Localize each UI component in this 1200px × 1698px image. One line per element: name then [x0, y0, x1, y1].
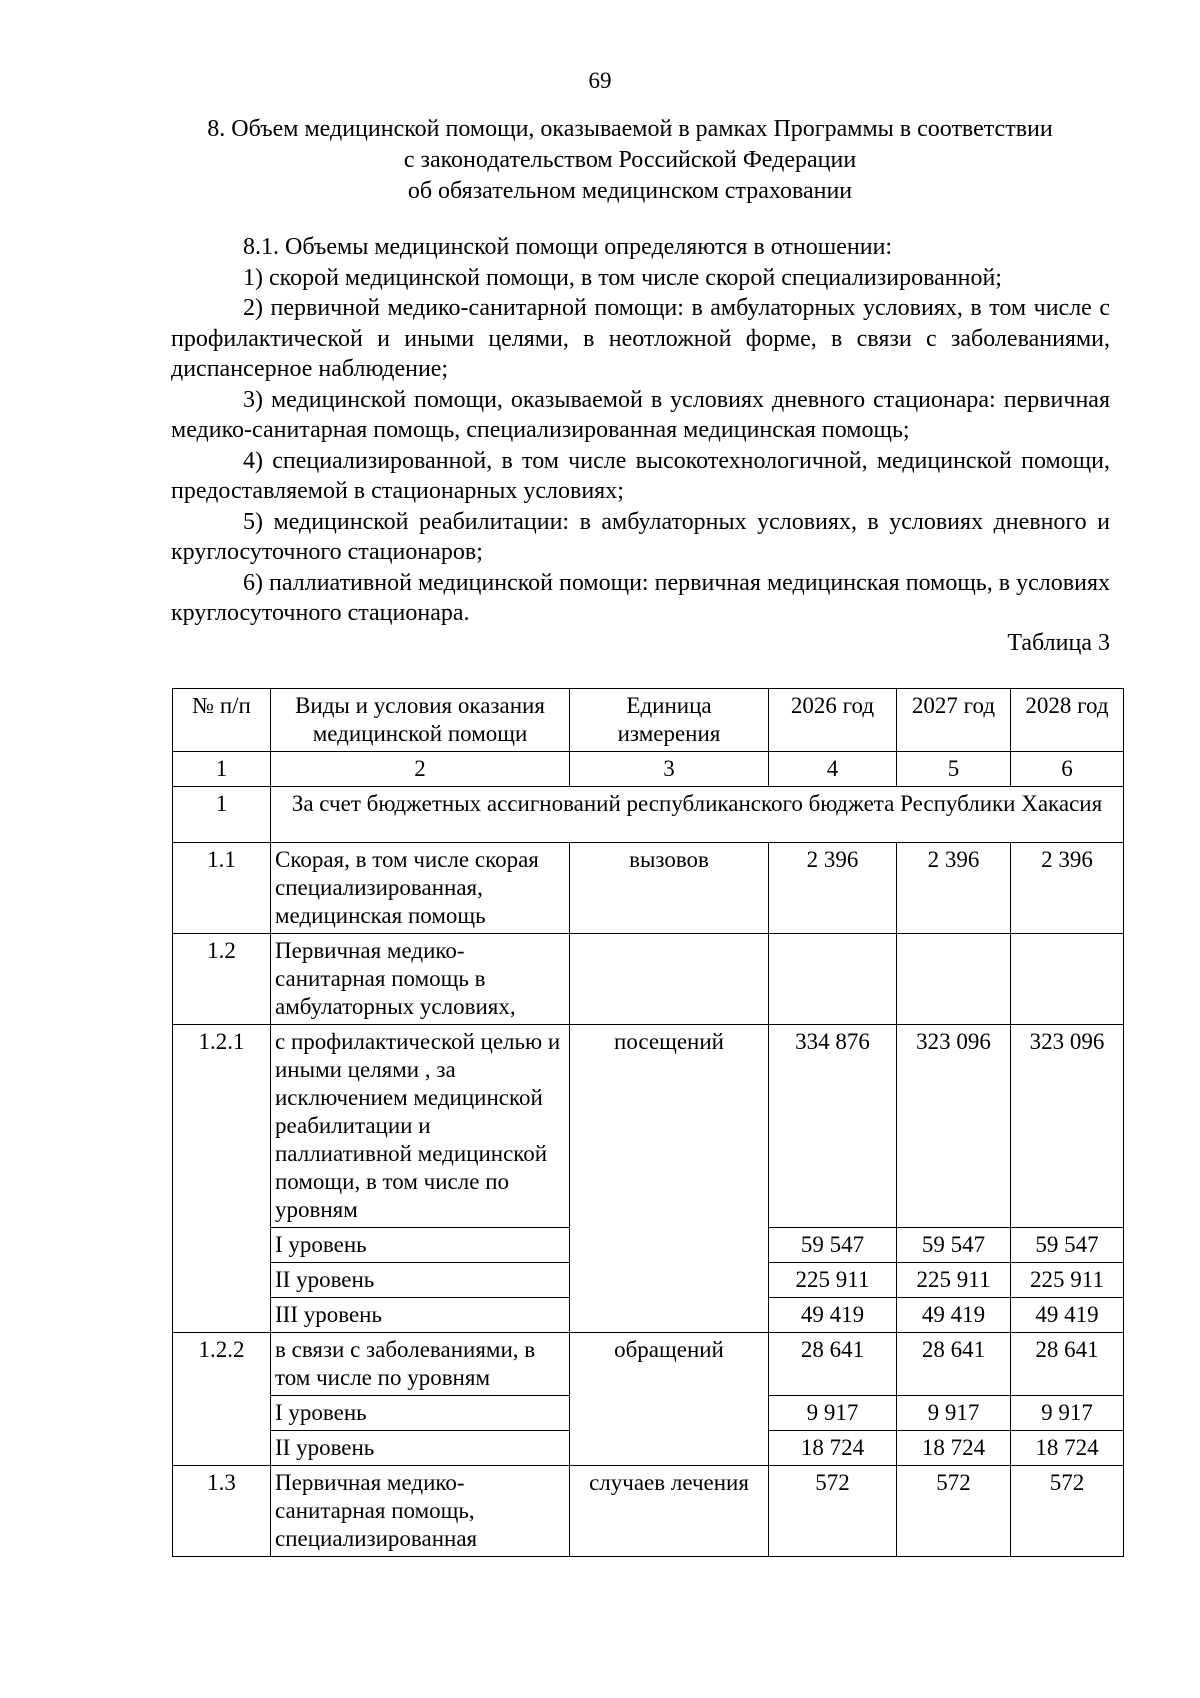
- page-number: 69: [588, 68, 612, 93]
- row-value-2027: 2 396: [897, 843, 1011, 934]
- row-value-2027: 9 917: [897, 1396, 1011, 1431]
- row-value-2026: 2 396: [769, 843, 897, 934]
- row-value-2026: [769, 934, 897, 1025]
- col-number: 4: [769, 752, 897, 787]
- row-value-2027: 323 096: [897, 1025, 1011, 1228]
- col-number: 2: [271, 752, 570, 787]
- table-row: [173, 1025, 1124, 1228]
- body-text: [171, 232, 1110, 629]
- row-value-2026: 9 917: [769, 1396, 897, 1431]
- row-value-2027: [897, 934, 1011, 1025]
- row-value-2027: 18 724: [897, 1431, 1011, 1466]
- row-value-2026: 572: [769, 1466, 897, 1557]
- row-num: 1.2.1: [173, 1025, 271, 1333]
- row-value-2027: 59 547: [897, 1228, 1011, 1263]
- row-unit: [570, 934, 769, 1025]
- row-unit: вызовов: [570, 843, 769, 934]
- row-name: II уровень: [271, 1263, 570, 1298]
- heading-line-1: 8. Объем медицинской помощи, оказываемой в рамках Программы в соответствии: [207, 116, 1053, 142]
- header-2027: 2027 год: [897, 689, 1011, 752]
- row-value-2028: 9 917: [1011, 1396, 1124, 1431]
- row-value-2028: 49 419: [1011, 1298, 1124, 1333]
- paragraph: 6) паллиативной медицинской помощи: первичная медицинская помощь, в условиях круглосуточного стационара.: [171, 569, 1110, 626]
- paragraph: 1) скорой медицинской помощи, в том числе скорой специализированной;: [243, 264, 1002, 291]
- row-value-2028: [1011, 934, 1124, 1025]
- header-kind: Виды и условия оказания медицинской помощи: [271, 689, 570, 752]
- table-caption: Таблица 3: [1007, 630, 1110, 656]
- heading-line-2: с законодательством Российской Федерации: [403, 147, 857, 173]
- paragraph: 5) медицинской реабилитации: в амбулаторных условиях, в условиях дневного и круглосуточного стационаров;: [171, 508, 1110, 565]
- section-title: За счет бюджетных ассигнований республиканского бюджета Республики Хакасия: [271, 787, 1124, 843]
- row-value-2026: 49 419: [769, 1298, 897, 1333]
- row-unit: обращений: [570, 1333, 769, 1466]
- row-value-2028: 323 096: [1011, 1025, 1124, 1228]
- table-row: [173, 843, 1124, 934]
- row-value-2028: 28 641: [1011, 1333, 1124, 1396]
- row-name: II уровень: [271, 1431, 570, 1466]
- row-unit: случаев лечения: [570, 1466, 769, 1557]
- paragraph: 4) специализированной, в том числе высокотехнологичной, медицинской помощи, предоставляемой в стационарных условиях;: [171, 447, 1110, 504]
- row-name: в связи с заболеваниями, в том числе по уровням: [271, 1333, 570, 1396]
- paragraph: 2) первичной медико-санитарной помощи: в амбулаторных условиях, в том числе с профилактической и иными целями, в неотложной форме, в связи с заболеваниями, диспансерное наблюдение;: [171, 295, 1110, 382]
- header-num: № п/п: [173, 689, 271, 752]
- table-row: [173, 1333, 1124, 1396]
- row-name: с профилактической целью и иными целями , за исключением медицинской реабилитации и паллиативной медицинской помощи, в том числе по уровням: [271, 1025, 570, 1228]
- row-value-2027: 28 641: [897, 1333, 1011, 1396]
- row-name: I уровень: [271, 1228, 570, 1263]
- section-row: [173, 787, 1124, 843]
- row-num: 1.2: [173, 934, 271, 1025]
- row-value-2026: 225 911: [769, 1263, 897, 1298]
- row-name: Первичная медико-санитарная помощь, специализированная: [271, 1466, 570, 1557]
- paragraph: 8.1. Объемы медицинской помощи определяются в отношении:: [243, 234, 893, 260]
- col-number: 6: [1011, 752, 1124, 787]
- row-num: 1.3: [173, 1466, 271, 1557]
- row-value-2028: 59 547: [1011, 1228, 1124, 1263]
- col-number: 1: [173, 752, 271, 787]
- volumes-table: [172, 688, 1124, 1557]
- col-number: 3: [570, 752, 769, 787]
- row-unit: посещений: [570, 1025, 769, 1333]
- row-num: 1.2.2: [173, 1333, 271, 1466]
- section-num: 1: [173, 787, 271, 843]
- row-value-2027: 49 419: [897, 1298, 1011, 1333]
- table-header-row: [173, 689, 1124, 752]
- row-value-2028: 572: [1011, 1466, 1124, 1557]
- row-name: Скорая, в том числе скорая специализированная, медицинская помощь: [271, 843, 570, 934]
- column-number-row: [173, 752, 1124, 787]
- row-value-2026: 18 724: [769, 1431, 897, 1466]
- section-heading: [150, 114, 1110, 207]
- row-num: 1.1: [173, 843, 271, 934]
- row-value-2027: 225 911: [897, 1263, 1011, 1298]
- header-unit: Единица измерения: [570, 689, 769, 752]
- row-name: Первичная медико-санитарная помощь в амбулаторных условиях,: [271, 934, 570, 1025]
- row-value-2028: 225 911: [1011, 1263, 1124, 1298]
- table-row: [173, 1466, 1124, 1557]
- row-value-2026: 334 876: [769, 1025, 897, 1228]
- row-value-2027: 572: [897, 1466, 1011, 1557]
- row-value-2026: 28 641: [769, 1333, 897, 1396]
- row-value-2028: 18 724: [1011, 1431, 1124, 1466]
- heading-line-3: об обязательном медицинском страховании: [407, 178, 853, 204]
- row-name: I уровень: [271, 1396, 570, 1431]
- table-row: [173, 934, 1124, 1025]
- header-2026: 2026 год: [769, 689, 897, 752]
- paragraph: 3) медицинской помощи, оказываемой в условиях дневного стационара: первичная медико-санитарная помощь, специализированная медицинская помощь;: [171, 386, 1110, 443]
- row-value-2028: 2 396: [1011, 843, 1124, 934]
- row-value-2026: 59 547: [769, 1228, 897, 1263]
- col-number: 5: [897, 752, 1011, 787]
- header-2028: 2028 год: [1011, 689, 1124, 752]
- row-name: III уровень: [271, 1298, 570, 1333]
